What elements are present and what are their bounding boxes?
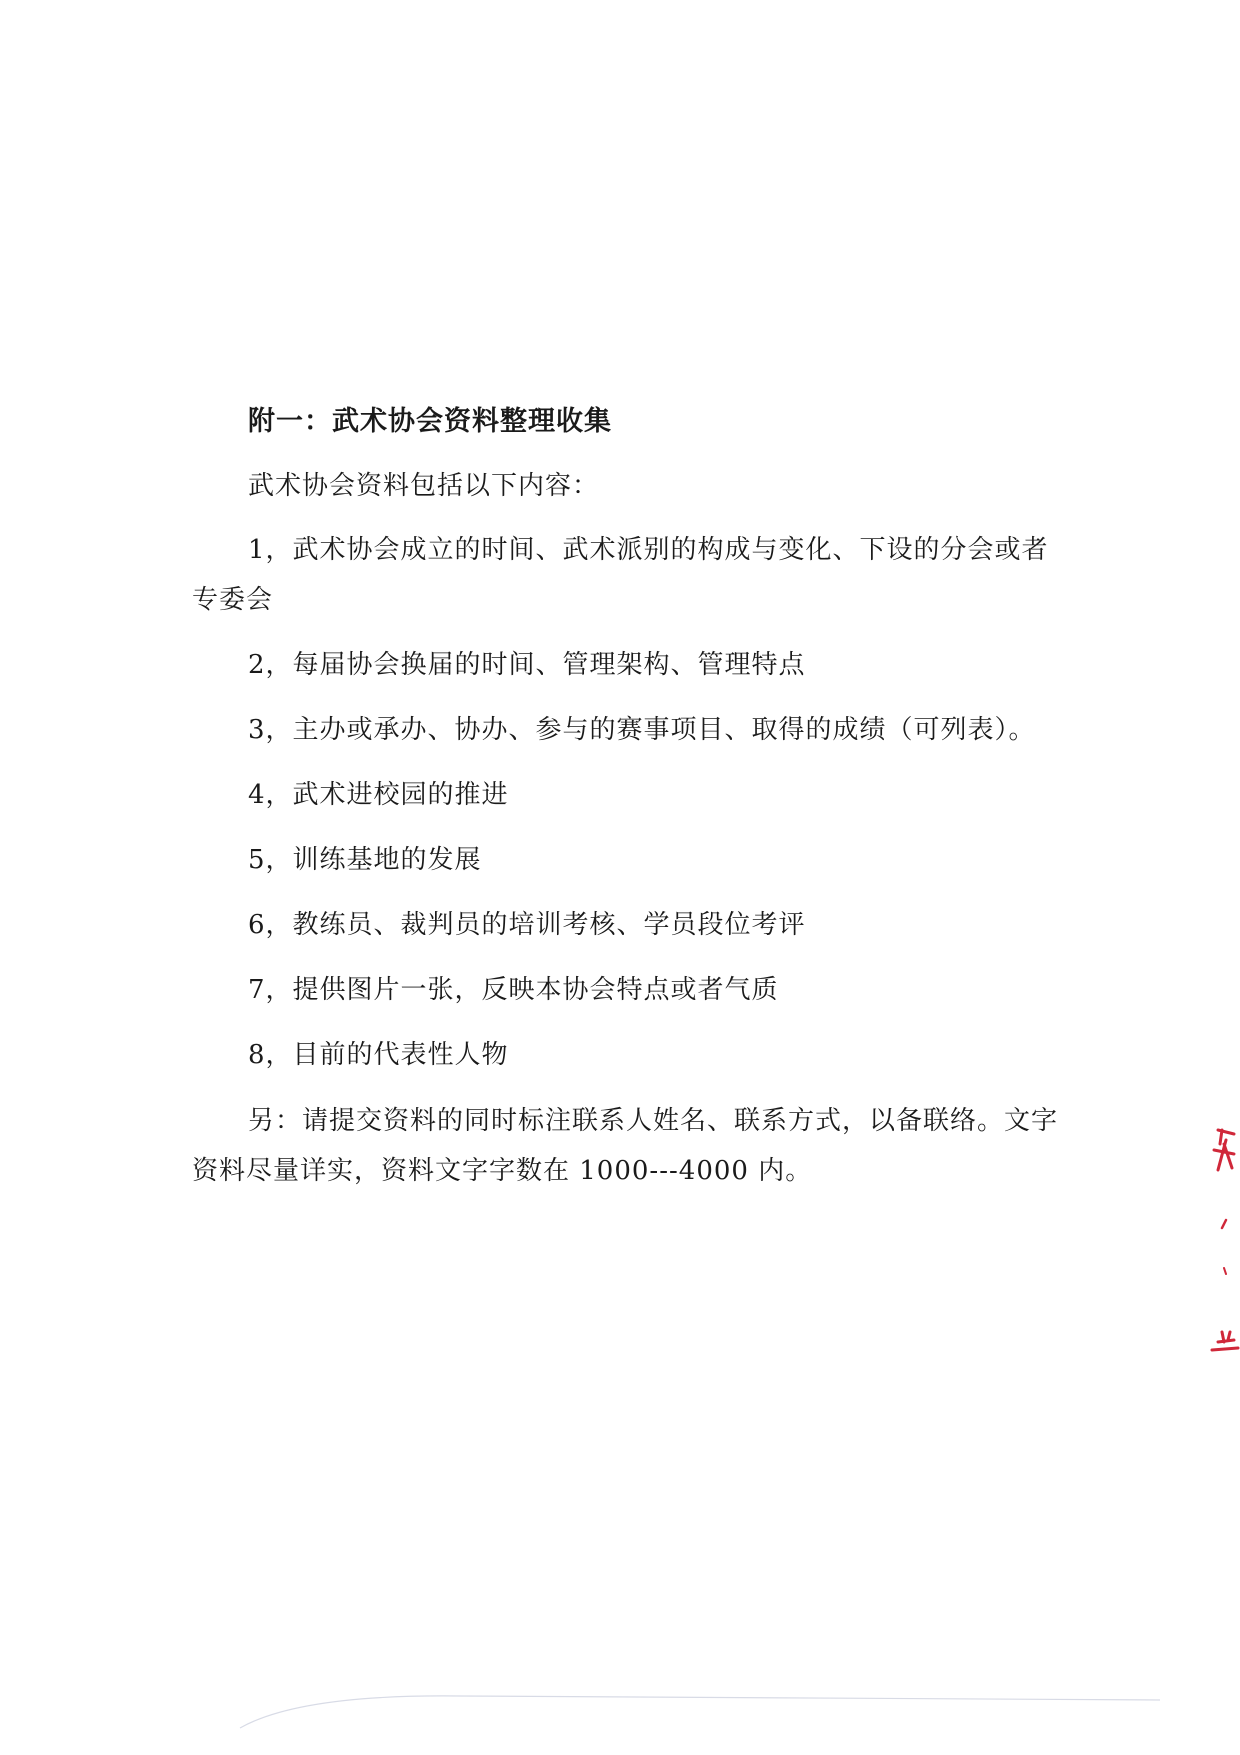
list-item: 3，主办或承办、协办、参与的赛事项目、取得的成绩（可列表）。 (248, 715, 1036, 745)
document-body (192, 404, 1072, 1196)
list-item: 7，提供图片一张，反映本协会特点或者气质 (248, 975, 779, 1005)
list-item: 8，目前的代表性人物 (248, 1040, 509, 1070)
seal-stamp-fragment (1204, 1110, 1240, 1360)
document-title: 附一：武术协会资料整理收集 (248, 406, 612, 437)
list-item: 5，训练基地的发展 (248, 845, 482, 875)
list-item: 1，武术协会成立的时间、武术派别的构成与变化、下设的分会或者专委会 (192, 535, 1049, 615)
document-note: 另：请提交资料的同时标注联系人姓名、联系方式，以备联络。文字资料尽量详实，资料文字字数在 1000---4000 内。 (192, 1106, 1059, 1186)
scan-artifact (160, 1690, 1160, 1730)
list-item: 2，每届协会换届的时间、管理架构、管理特点 (248, 650, 806, 680)
list-item: 6，教练员、裁判员的培训考核、学员段位考评 (248, 910, 806, 940)
list-item: 4，武术进校园的推进 (248, 780, 509, 810)
document-intro: 武术协会资料包括以下内容： (248, 471, 600, 501)
